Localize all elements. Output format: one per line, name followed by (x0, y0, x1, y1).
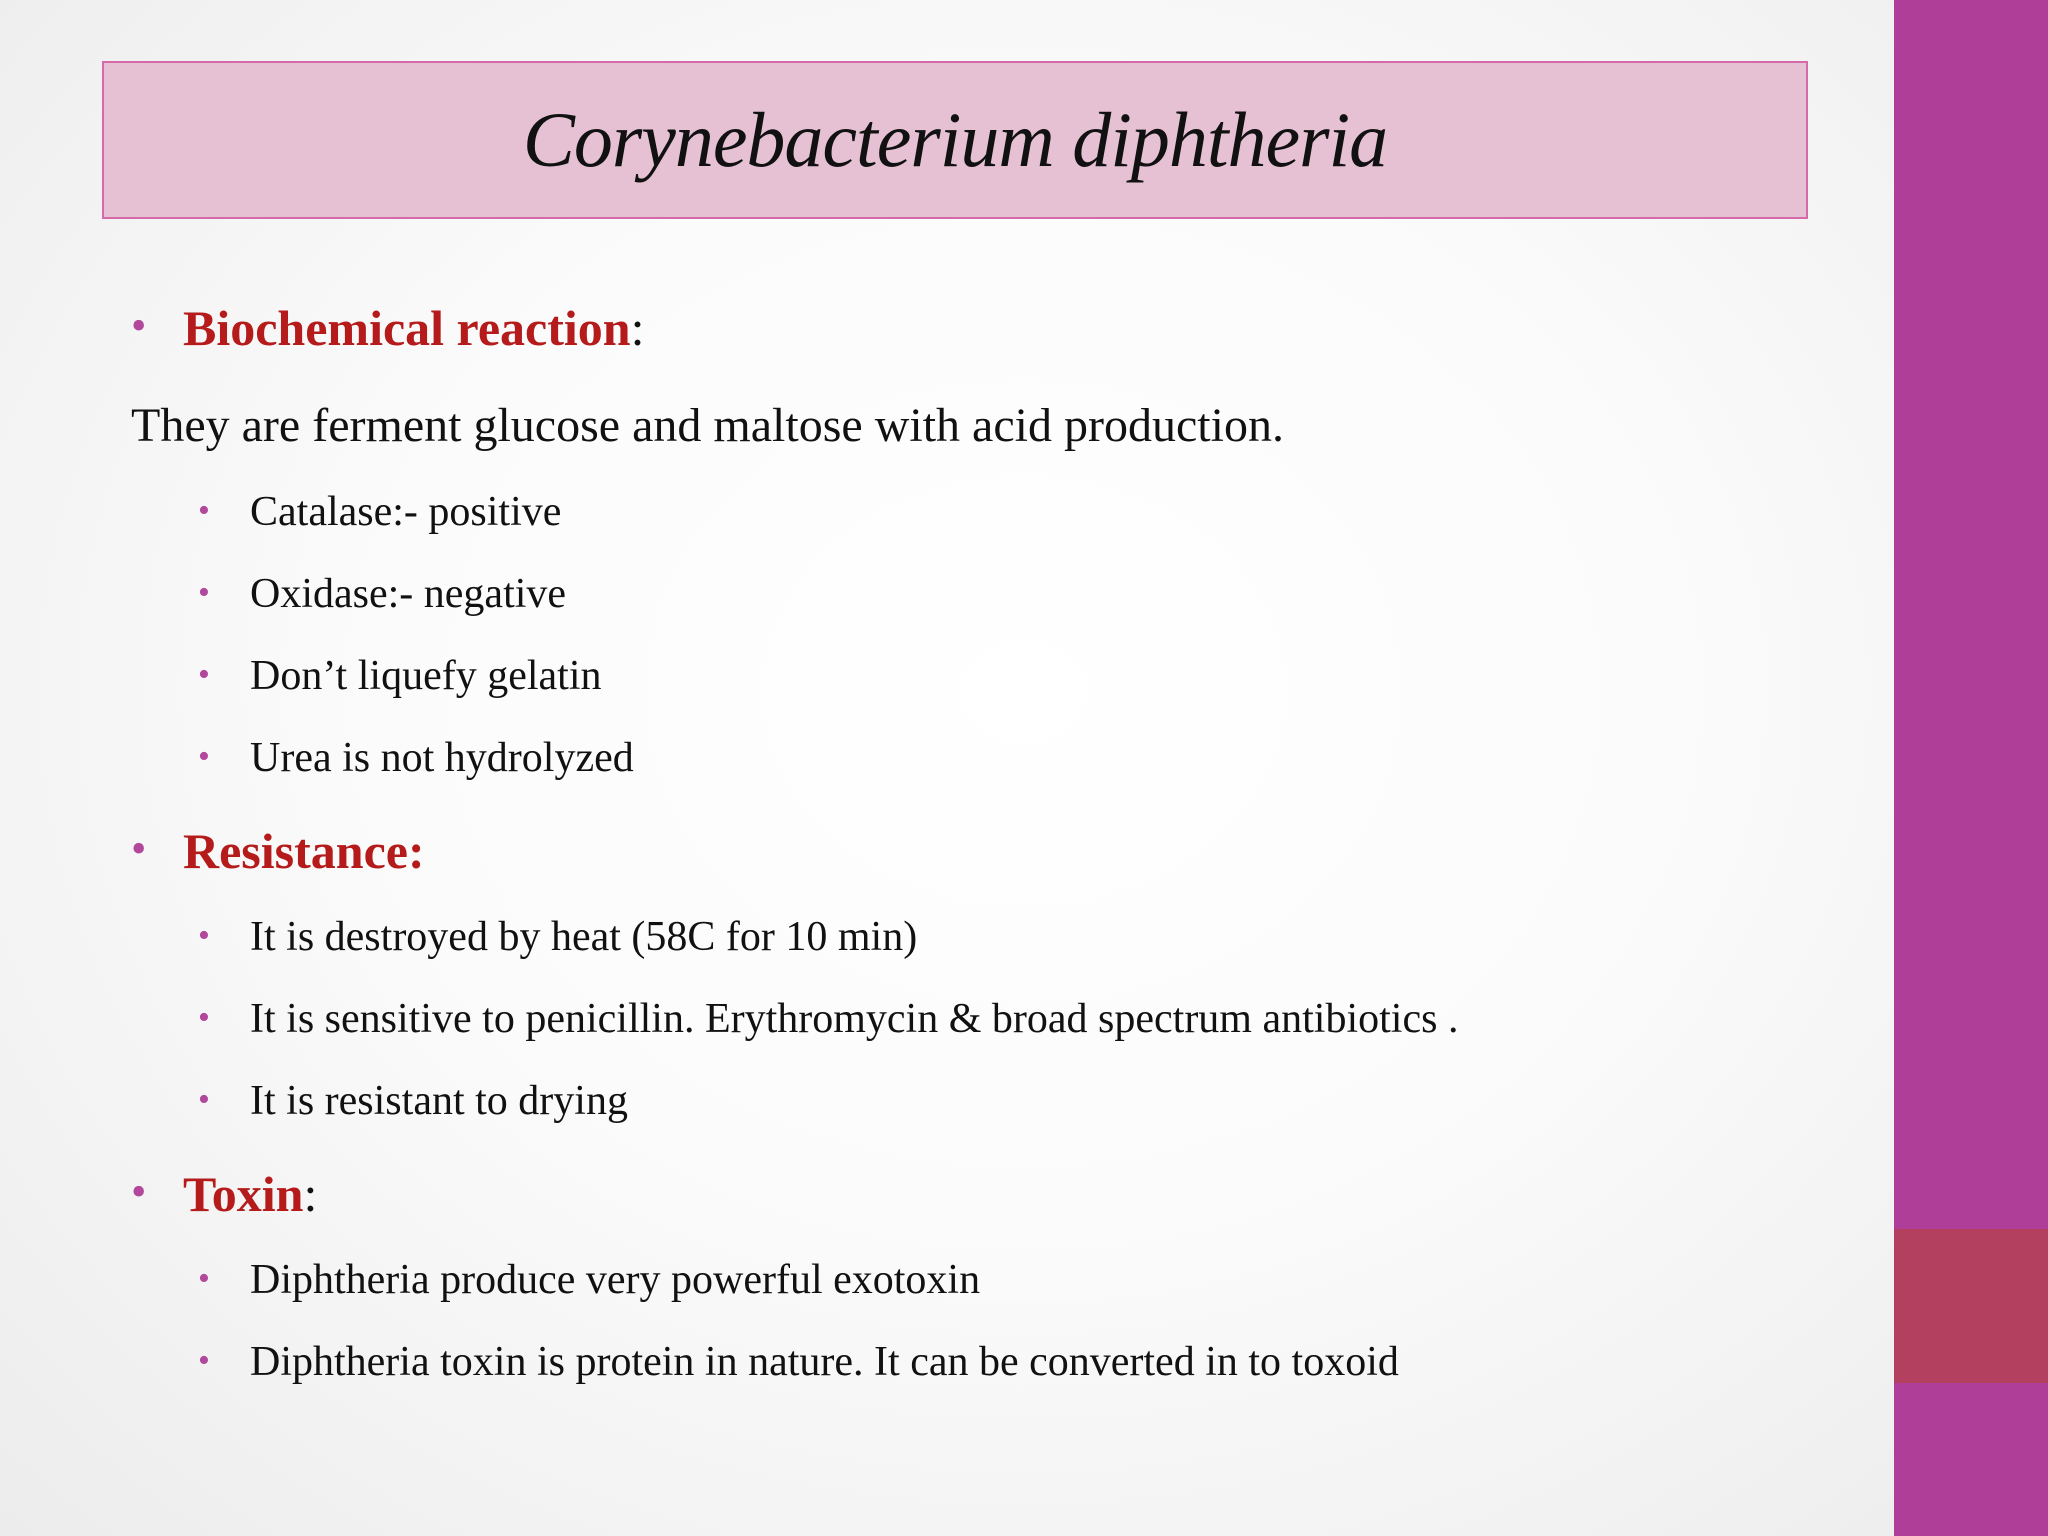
list-item: It is destroyed by heat (58C for 10 min) (250, 914, 918, 960)
bullet-icon: • (198, 656, 210, 693)
heading-text: Toxin (183, 1166, 304, 1222)
heading-suffix: : (630, 300, 645, 356)
bullet-icon: • (198, 1081, 210, 1118)
bullet-icon: • (131, 824, 147, 873)
bullet-icon: • (198, 999, 210, 1036)
list-item: Don’t liquefy gelatin (250, 653, 602, 699)
bullet-icon: • (198, 917, 210, 954)
section-heading-resistance (183, 822, 425, 880)
list-item: It is sensitive to penicillin. Erythromycin & broad spectrum antibiotics . (250, 996, 1459, 1042)
bullet-icon: • (198, 738, 210, 775)
bullet-icon: • (198, 574, 210, 611)
bullet-icon: • (198, 1260, 210, 1297)
right-bar-accent-block (1894, 1229, 2048, 1383)
right-decorative-bar (1894, 0, 2048, 1536)
bullet-icon: • (198, 1342, 210, 1379)
list-item: It is resistant to drying (250, 1078, 628, 1124)
heading-text: Resistance: (183, 823, 425, 879)
bullet-icon: • (131, 301, 147, 350)
section-heading-biochemical (183, 299, 645, 357)
slide-title: Corynebacterium diphtheria (522, 96, 1388, 183)
heading-suffix: : (303, 1166, 318, 1222)
list-item: Oxidase:- negative (250, 571, 567, 617)
list-item: Diphtheria toxin is protein in nature. It can be converted in to toxoid (250, 1339, 1399, 1385)
bullet-icon: • (131, 1167, 147, 1216)
bullet-icon: • (198, 492, 210, 529)
list-item: Catalase:- positive (250, 489, 562, 535)
heading-text: Biochemical reaction (183, 300, 631, 356)
list-item: Urea is not hydrolyzed (250, 735, 634, 781)
list-item: Diphtheria produce very powerful exotoxin (250, 1257, 981, 1303)
section-heading-toxin (183, 1165, 317, 1223)
section-paragraph-biochemical: They are ferment glucose and maltose with acid production. (131, 399, 1284, 452)
